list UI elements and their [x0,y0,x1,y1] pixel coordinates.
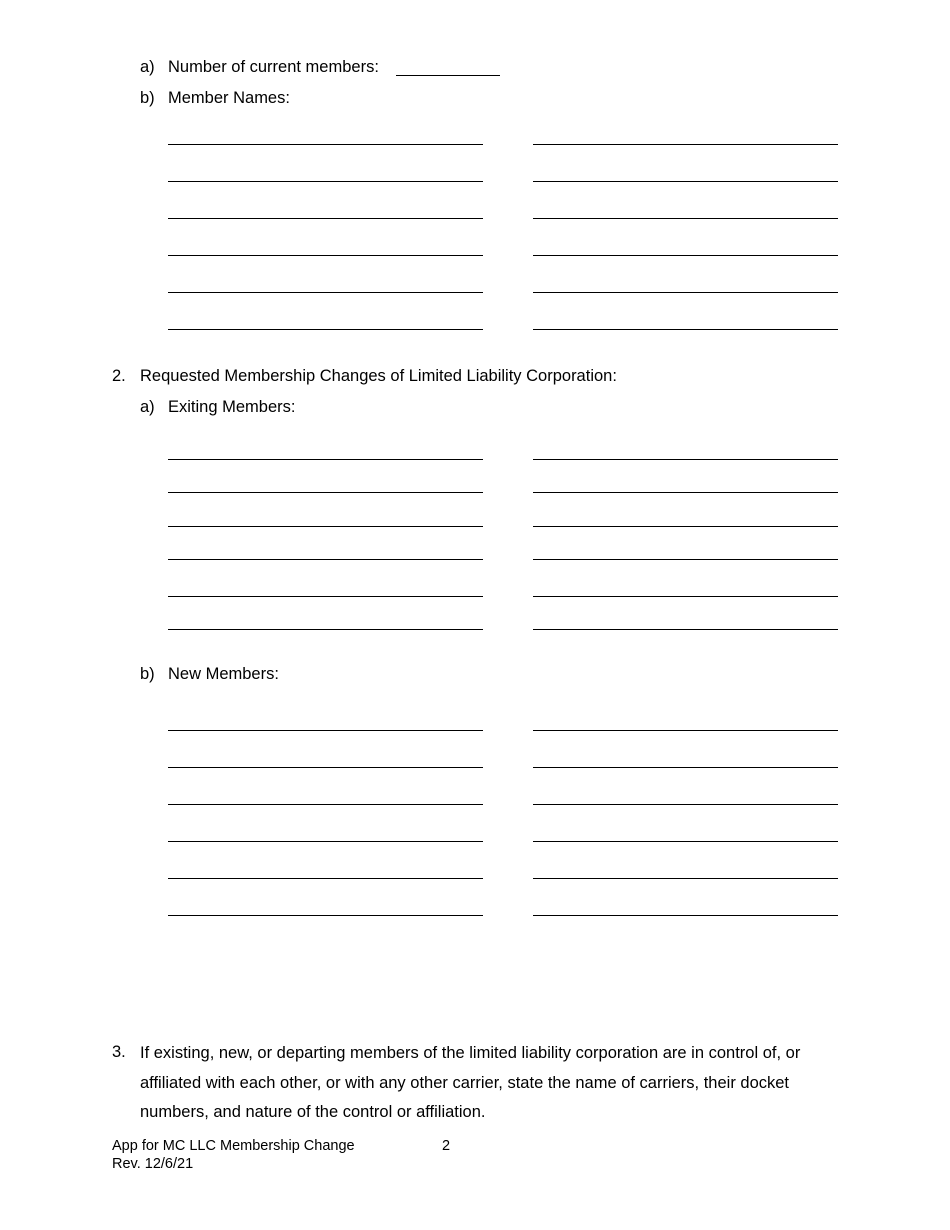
footer-revision: Rev. 12/6/21 [112,1156,194,1172]
exiting-member-line-left[interactable] [168,559,483,560]
new-member-line-right[interactable] [533,878,838,879]
item-a-marker: a) [140,58,155,76]
exiting-member-line-left[interactable] [168,596,483,597]
item-b-marker: b) [140,665,155,683]
member-name-line-left[interactable] [168,329,483,330]
member-name-line-right[interactable] [533,144,838,145]
item-a-marker: a) [140,398,155,416]
new-member-line-right[interactable] [533,804,838,805]
new-member-line-left[interactable] [168,767,483,768]
member-name-line-left[interactable] [168,144,483,145]
exiting-member-line-right[interactable] [533,492,838,493]
exiting-member-line-left[interactable] [168,492,483,493]
exiting-member-line-right[interactable] [533,526,838,527]
footer-page-number: 2 [442,1138,451,1154]
member-name-line-left[interactable] [168,218,483,219]
new-member-line-left[interactable] [168,841,483,842]
member-name-line-right[interactable] [533,329,838,330]
new-members-label: New Members: [168,665,279,683]
member-name-line-left[interactable] [168,181,483,182]
new-member-line-left[interactable] [168,804,483,805]
current-members-blank[interactable] [396,75,500,76]
exiting-members-label: Exiting Members: [168,398,296,416]
exiting-member-line-left[interactable] [168,526,483,527]
new-member-line-left[interactable] [168,730,483,731]
current-members-label: Number of current members: [168,58,379,76]
new-member-line-right[interactable] [533,841,838,842]
footer-form-title: App for MC LLC Membership Change [112,1138,355,1154]
section-2-heading: Requested Membership Changes of Limited Liability Corporation: [140,367,617,385]
new-member-line-left[interactable] [168,878,483,879]
member-name-line-right[interactable] [533,181,838,182]
new-member-line-right[interactable] [533,767,838,768]
exiting-member-line-left[interactable] [168,459,483,460]
member-name-line-right[interactable] [533,292,838,293]
member-name-line-right[interactable] [533,255,838,256]
new-member-line-right[interactable] [533,730,838,731]
section-3-number: 3. [112,1043,126,1061]
member-names-label: Member Names: [168,89,290,107]
new-member-line-right[interactable] [533,915,838,916]
section-2-number: 2. [112,367,126,385]
exiting-member-line-right[interactable] [533,596,838,597]
exiting-member-line-right[interactable] [533,459,838,460]
new-member-line-left[interactable] [168,915,483,916]
section-3-text: If existing, new, or departing members of the limited liability corporation are in control of, or affiliated with each other, or with any other carrier, state the name of carriers, their docket numbers, and nature of the control or affiliation. [140,1044,801,1121]
exiting-member-line-right[interactable] [533,559,838,560]
exiting-member-line-right[interactable] [533,629,838,630]
item-b-marker: b) [140,89,155,107]
member-name-line-left[interactable] [168,255,483,256]
member-name-line-left[interactable] [168,292,483,293]
exiting-member-line-left[interactable] [168,629,483,630]
member-name-line-right[interactable] [533,218,838,219]
